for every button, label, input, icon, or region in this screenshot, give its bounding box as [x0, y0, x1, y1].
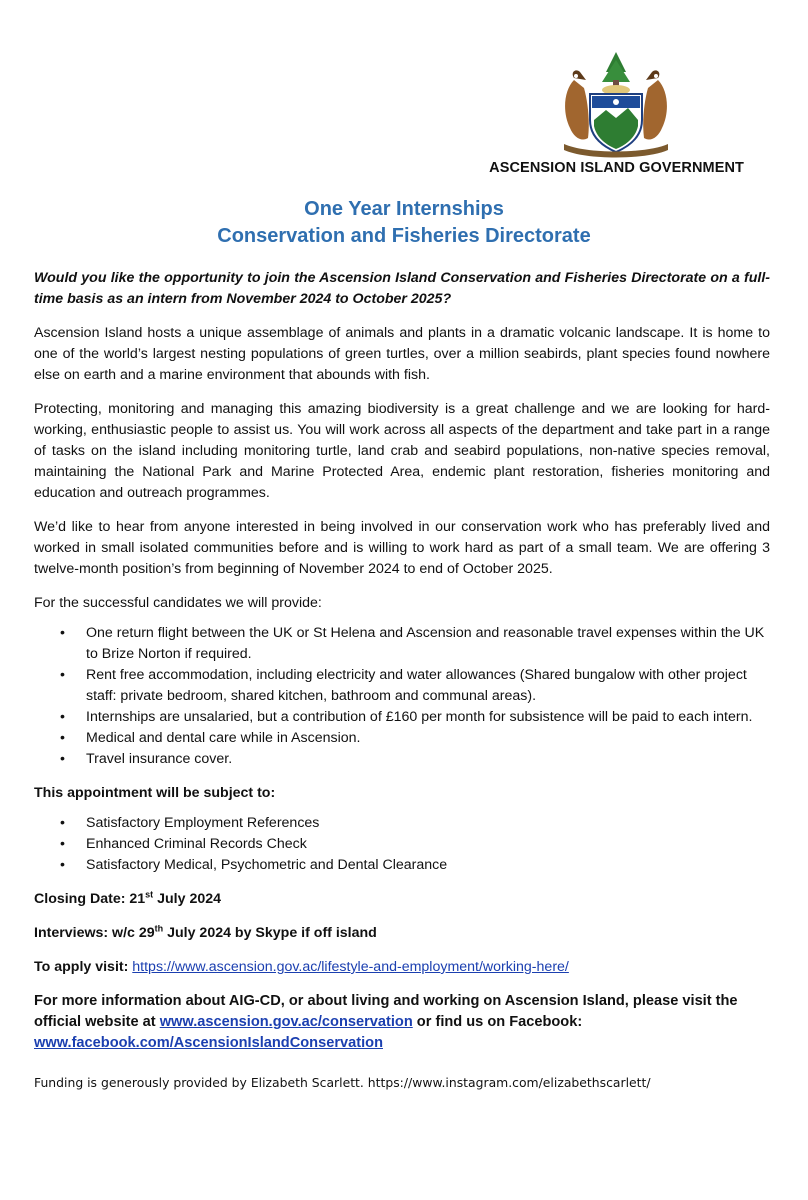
list-item: • Rent free accommodation, including electricity and water allowances (Shared bungalow with other project staff: private bedroom, shared kitchen, bathroom and communal areas).: [86, 665, 770, 707]
list-item: • Travel insurance cover.: [86, 749, 770, 770]
list-item: • Satisfactory Medical, Psychometric and Dental Clearance: [86, 855, 770, 876]
paragraph: Protecting, monitoring and managing this amazing biodiversity is a great challenge and we are looking for hard-working, enthusiastic people to assist us. You will work across all aspects of the department and take part in a range of tasks on the island including monitoring turtle, land crab and seabird populations, non-native species removal, maintaining the National Park and Marine Protected Area, endemic plant restoration, fisheries monitoring and education and outreach programmes.: [34, 401, 770, 501]
closing-date: [34, 889, 770, 910]
facebook-link[interactable]: www.facebook.com/AscensionIslandConservation: [34, 1035, 383, 1051]
paragraph: Ascension Island hosts a unique assemblage of animals and plants in a dramatic volcanic landscape. It is home to one of the world’s largest nesting populations of green turtles, over a million seabirds, plant species found nowhere else on earth and a marine environment that abounds with fish.: [34, 325, 770, 383]
page-title: [0, 196, 808, 250]
funding-note: Funding is generously provided by Elizabeth Scarlett. https://www.instagram.com/elizabethscarlett/: [34, 1075, 651, 1090]
organisation-name: ASCENSION ISLAND GOVERNMENT: [489, 160, 744, 176]
list-item: • Internships are unsalaried, but a contribution of £160 per month for subsistence will be paid to each intern.: [86, 707, 770, 728]
interviews-rest: July 2024 by Skype if off island: [163, 925, 377, 941]
more-info-text-2: or find us on Facebook:: [412, 1014, 583, 1030]
coat-of-arms-icon: [556, 50, 676, 162]
more-info-text: For more information about AIG-CD, or about living and working on Ascension Island, please visit the official website at: [34, 993, 738, 1030]
paragraph: We’d like to hear from anyone interested in being involved in our conservation work who has preferably lived and worked in small isolated communities before and is willing to work hard as part of a small team. We are offering 3 twelve-month position’s from beginning of November 2024 to end of October 2025.: [34, 519, 770, 577]
closing-date-suffix: st: [145, 889, 154, 900]
interviews: [34, 923, 770, 944]
list-item: • Enhanced Criminal Records Check: [86, 834, 770, 855]
apply-label: To apply visit:: [34, 959, 133, 975]
apply-link[interactable]: https://www.ascension.gov.ac/lifestyle-and-employment/working-here/: [132, 959, 569, 975]
title-line-2: Conservation and Fisheries Directorate: [217, 225, 591, 247]
interviews-suffix: th: [154, 923, 164, 934]
title-line-1: One Year Internships: [304, 198, 504, 220]
provide-list: [34, 623, 770, 770]
closing-date-rest: July 2024: [153, 891, 222, 907]
apply-line: [34, 957, 770, 978]
intro-question: Would you like the opportunity to join the Ascension Island Conservation and Fisheries Directorate on a full-time basis as an intern from November 2024 to October 2025?: [34, 270, 770, 307]
closing-date-label: Closing Date: 21: [34, 891, 146, 907]
interviews-label: Interviews: w/c 29: [34, 925, 155, 941]
list-item: • One return flight between the UK or St Helena and Ascension and reasonable travel expenses within the UK to Brize Norton if required.: [86, 623, 770, 665]
website-link[interactable]: www.ascension.gov.ac/conservation: [159, 1014, 413, 1030]
subject-list: [34, 813, 770, 876]
list-item: • Medical and dental care while in Ascension.: [86, 728, 770, 749]
subject-heading: This appointment will be subject to:: [34, 785, 276, 801]
document-body: [34, 268, 770, 1093]
provide-heading: For the successful candidates we will provide:: [34, 595, 322, 611]
more-info: [34, 991, 770, 1054]
list-item: • Satisfactory Employment References: [86, 813, 770, 834]
